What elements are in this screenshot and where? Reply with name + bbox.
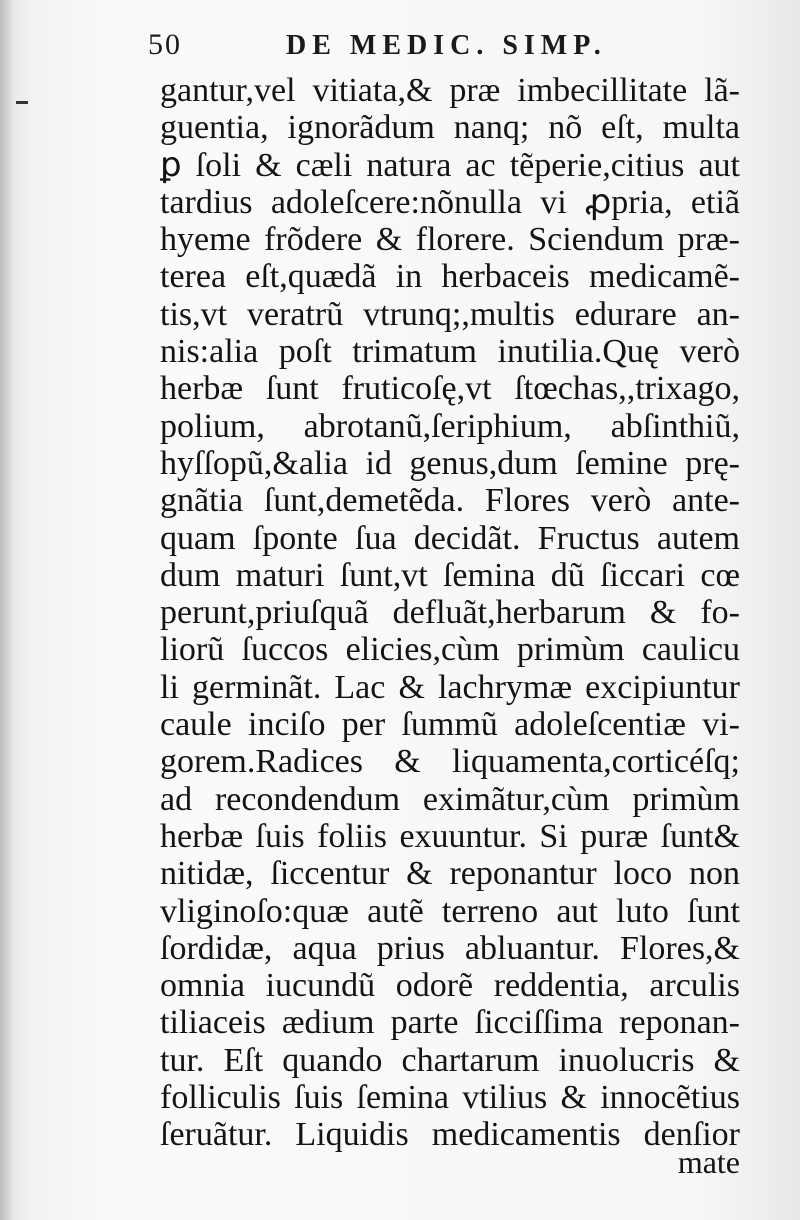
gutter-shadow [0, 0, 14, 1220]
text-line: guentia, ignorãdum nanq; nõ eſt, multa [160, 109, 740, 147]
text-line: hyeme frõdere & florere. Sciendum præ- [160, 221, 740, 259]
margin-mark [16, 101, 28, 104]
text-line: li germinãt. Lac & lachrymæ excipiuntur [160, 668, 740, 706]
text-line: perunt,priuſquã defluãt,herbarum & fo- [160, 594, 740, 632]
text-line: ſeruãtur. Liquidis medicamentis denſior [160, 1116, 740, 1154]
text-line: vliginoſo:quæ autẽ terreno aut luto ſunt [160, 892, 740, 930]
text-line: nis:alia poſt trimatum inutilia.Quę verò [160, 333, 740, 371]
text-line: hyſſopũ,&alia id genus,dum ſemine prę- [160, 444, 740, 482]
body-text [160, 72, 740, 1154]
running-title: DE MEDIC. SIMP. [286, 30, 607, 61]
text-line: gorem.Radices & liquamenta,corticéſq; [160, 743, 740, 781]
text-line: terea eſt,quædã in herbaceis medicamẽ- [160, 258, 740, 296]
text-line: quam ſponte ſua decidãt. Fructus autem [160, 519, 740, 557]
text-line: nitidæ, ſiccentur & reponantur loco non [160, 855, 740, 893]
text-line: herbæ ſuis foliis exuuntur. Si puræ ſunt& [160, 817, 740, 855]
page-number: 50 [148, 28, 182, 61]
text-line: herbæ ſunt fruticoſę,vt ſtœchas,,trixago, [160, 370, 740, 408]
text-line: ad recondendum eximãtur,cùm primùm [160, 780, 740, 818]
text-line: omnia iucundũ odorẽ reddentia, arculis [160, 967, 740, 1005]
text-line: tiliaceis ædium parte ſicciſſima reponan- [160, 1004, 740, 1042]
text-line: ſordidæ, aqua prius abluantur. Flores,& [160, 929, 740, 967]
catchword: mate [677, 1144, 740, 1180]
text-line: gantur,vel vitiata,& præ imbecillitate lã- [160, 72, 740, 109]
text-line: dum maturi ſunt,vt ſemina dũ ſiccari cœ [160, 556, 740, 594]
text-line: ꝑ ſoli & cæli natura ac tẽperie,citius aut [160, 146, 740, 184]
text-line: gnãtia ſunt,demetẽda. Flores verò ante- [160, 482, 740, 520]
text-line: tardius adoleſcere:nõnulla vi ꝓpria, etiã [160, 183, 740, 221]
text-line: liorũ ſuccos elicies,cùm primùm caulicu [160, 631, 740, 669]
text-line: polium, abrotanũ,ſeriphium, abſinthiũ, [160, 407, 740, 445]
text-line: tis,vt veratrũ vtrunq;,multis edurare an- [160, 295, 740, 333]
text-line: tur. Eſt quando chartarum inuolucris & [160, 1041, 740, 1079]
running-head [148, 28, 668, 76]
text-line: caule inciſo per ſummũ adoleſcentiæ vi- [160, 706, 740, 744]
text-line: folliculis ſuis ſemina vtilius & innocẽtius [160, 1079, 740, 1117]
